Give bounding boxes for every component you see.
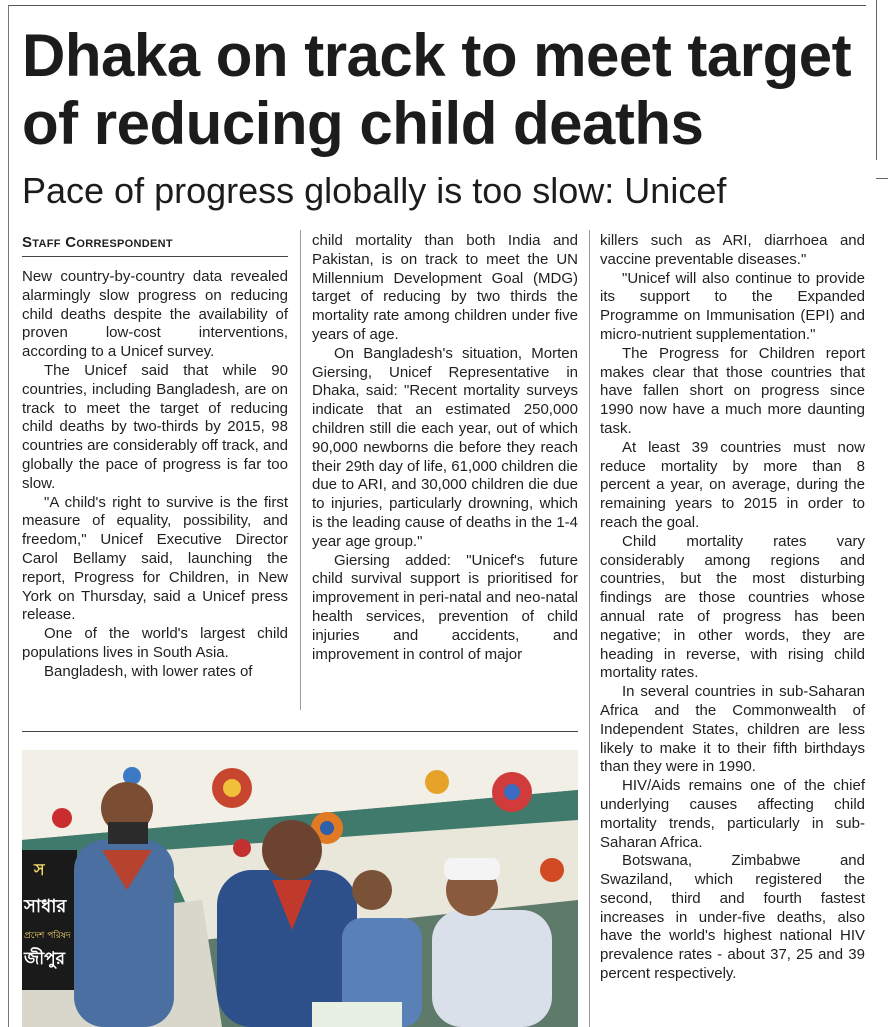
banner-text-1: স [34, 860, 45, 879]
paragraph: At least 39 countries must now reduce mortality by more than 8 percent a year, on average, during the remaining years to 2015 in order to reach the goal. [600, 438, 865, 531]
subheadline: Pace of progress globally is too slow: Unicef [22, 170, 727, 211]
article-column-1 [22, 268, 288, 682]
column-rule [300, 230, 301, 710]
paragraph: "A child's right to survive is the first measure of equality, possibility, and freedom," Unicef Executive Director Carol Bellamy said, launching the report, Progress for Children, in New York on Thursday, said a Unicef press release. [22, 493, 288, 624]
column-rule [589, 230, 590, 1027]
byline-rule [22, 256, 288, 257]
paragraph: One of the world's largest child populations lives in South Asia. [22, 625, 288, 661]
paragraph: The Unicef said that while 90 countries, including Bangladesh, are on track to meet the target of reducing child deaths by two-thirds by 2015, 98 countries are considerably off track, and globally the pace of progress is far too slow. [22, 361, 288, 492]
banner-text-3: প্রদেশ পরিষদ [24, 931, 71, 941]
right-edge-rule [876, 0, 877, 160]
paragraph: Child mortality rates vary considerably among regions and countries, but the most disturbing findings are those countries whose annual rate of progress has been negative; in other words, they are heading in reverse, with rising child mortality rates. [600, 532, 865, 682]
headline: Dhaka on track to meet target of reducing child deaths [22, 22, 852, 157]
left-rule [8, 5, 9, 1027]
photo-illustration [22, 750, 578, 1027]
article-column-3 [600, 232, 865, 984]
paragraph: child mortality than both India and Pakistan, is on track to meet the UN Millennium Development Goal (MDG) target of reducing by two thirds the mortality rate among children under five years of age. [312, 232, 578, 343]
paragraph: On Bangladesh's situation, Morten Giersing, Unicef Representative in Dhaka, said: "Recent mortality surveys indicate that an estimated 250,000 children still die each year, out of which 90,000 newborns die before they reach their 29th day of life, 61,000 children die due to ARI, and 30,000 children die due to injuries, particularly drowning, which is the leading cause of deaths in the 1-4 year age group." [312, 344, 579, 550]
paragraph: The Progress for Children report makes clear that those countries that have fallen short on progress since 1990 now have a much more daunting task. [600, 344, 865, 437]
banner-text-2: সাধার [24, 896, 67, 917]
paragraph: Botswana, Zimbabwe and Swaziland, which registered the second, third and fourth fastest increases in under-five deaths, also have the world's highest national HIV prevalence rates - about 37, 25 and 39 percent respectively. [600, 852, 865, 983]
paragraph: Giersing added: "Unicef's future child survival support is prioritised for improvement in peri-natal and neo-natal health services, prevention of child injuries and accidents, and improvement in control of major [312, 551, 578, 663]
paragraph: killers such as ARI, diarrhoea and vaccine preventable diseases." [600, 232, 865, 268]
paragraph: New country-by-country data revealed alarmingly slow progress on reducing child deaths despite the availability of proven low-cost interventions, according to a Unicef survey. [22, 268, 288, 361]
top-rule [8, 5, 866, 6]
article-column-2 [312, 232, 578, 664]
paragraph: In several countries in sub-Saharan Africa and the Commonwealth of Independent States, children are less likely to make it to their fifth birthdays than they were in 1990. [600, 683, 865, 776]
photo-rule [22, 731, 578, 732]
paragraph: HIV/Aids remains one of the chief underlying causes affecting child mortality trends, particularly in sub-Saharan Africa. [600, 777, 865, 851]
paragraph: Bangladesh, with lower rates of [44, 662, 253, 680]
paragraph: "Unicef will also continue to provide its support to the Expanded Programme on Immunisation (EPI) and micro-nutrient supplementation." [600, 269, 865, 343]
news-photo [22, 750, 578, 1027]
byline: Staff Correspondent [22, 234, 173, 251]
banner-text-4: জীপুর [24, 949, 65, 969]
